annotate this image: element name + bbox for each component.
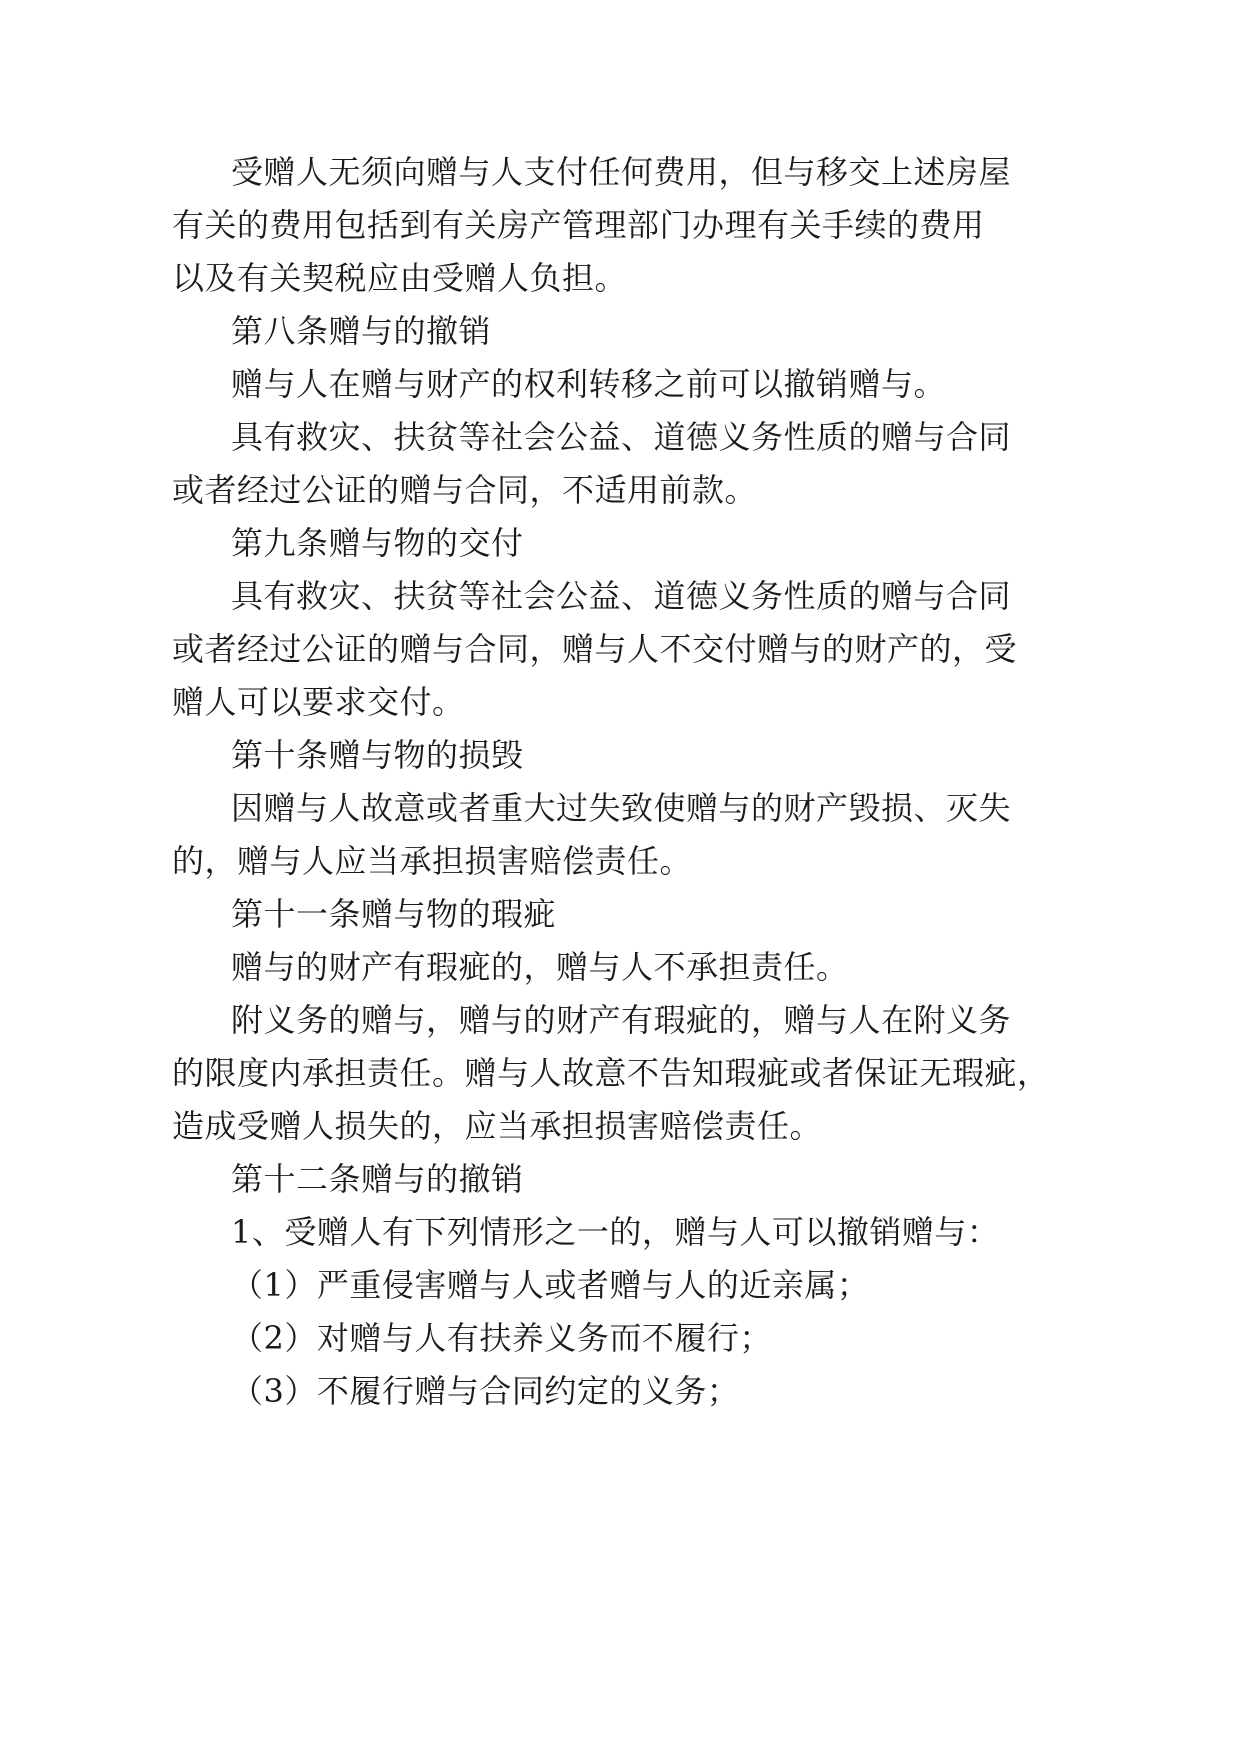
list-item: （3）不履行赠与合同约定的义务； (231, 1372, 740, 1410)
text-line: 的，赠与人应当承担损害赔偿责任。 (172, 842, 693, 880)
list-item: （2）对赠与人有扶养义务而不履行； (231, 1319, 772, 1357)
list-intro: 1、受赠人有下列情形之一的，赠与人可以撤销赠与： (231, 1213, 1000, 1251)
text-line: 有关的费用包括到有关房产管理部门办理有关手续的费用 (172, 206, 985, 244)
text-line: 因赠与人故意或者重大过失致使赠与的财产毁损、灭失 (231, 789, 1012, 827)
list-item: （1）严重侵害赠与人或者赠与人的近亲属； (231, 1266, 870, 1304)
text-line: 以及有关契税应由受赠人负担。 (172, 259, 628, 297)
text-line: 或者经过公证的赠与合同，不适用前款。 (172, 471, 758, 509)
text-line: 赠人可以要求交付。 (172, 683, 465, 721)
text-line: 具有救灾、扶贫等社会公益、道德义务性质的赠与合同 (231, 577, 1012, 615)
section-heading: 第十一条赠与物的瑕疵 (231, 895, 557, 933)
section-heading: 第九条赠与物的交付 (231, 524, 524, 562)
section-heading: 第十条赠与物的损毁 (231, 736, 524, 774)
text-line: 赠与的财产有瑕疵的，赠与人不承担责任。 (231, 948, 849, 986)
text-line: 具有救灾、扶贫等社会公益、道德义务性质的赠与合同 (231, 418, 1012, 456)
text-line: 造成受赠人损失的，应当承担损害赔偿责任。 (172, 1107, 823, 1145)
text-line: 受赠人无须向赠与人支付任何费用，但与移交上述房屋 (231, 153, 1012, 191)
text-line: 附义务的赠与，赠与的财产有瑕疵的，赠与人在附义务 (231, 1001, 1012, 1039)
section-heading: 第十二条赠与的撤销 (231, 1160, 524, 1198)
text-line: 赠与人在赠与财产的权利转移之前可以撤销赠与。 (231, 365, 947, 403)
text-line: 或者经过公证的赠与合同，赠与人不交付赠与的财产的，受 (172, 630, 1018, 668)
text-line: 的限度内承担责任。赠与人故意不告知瑕疵或者保证无瑕疵， (172, 1054, 1050, 1092)
section-heading: 第八条赠与的撤销 (231, 312, 492, 350)
